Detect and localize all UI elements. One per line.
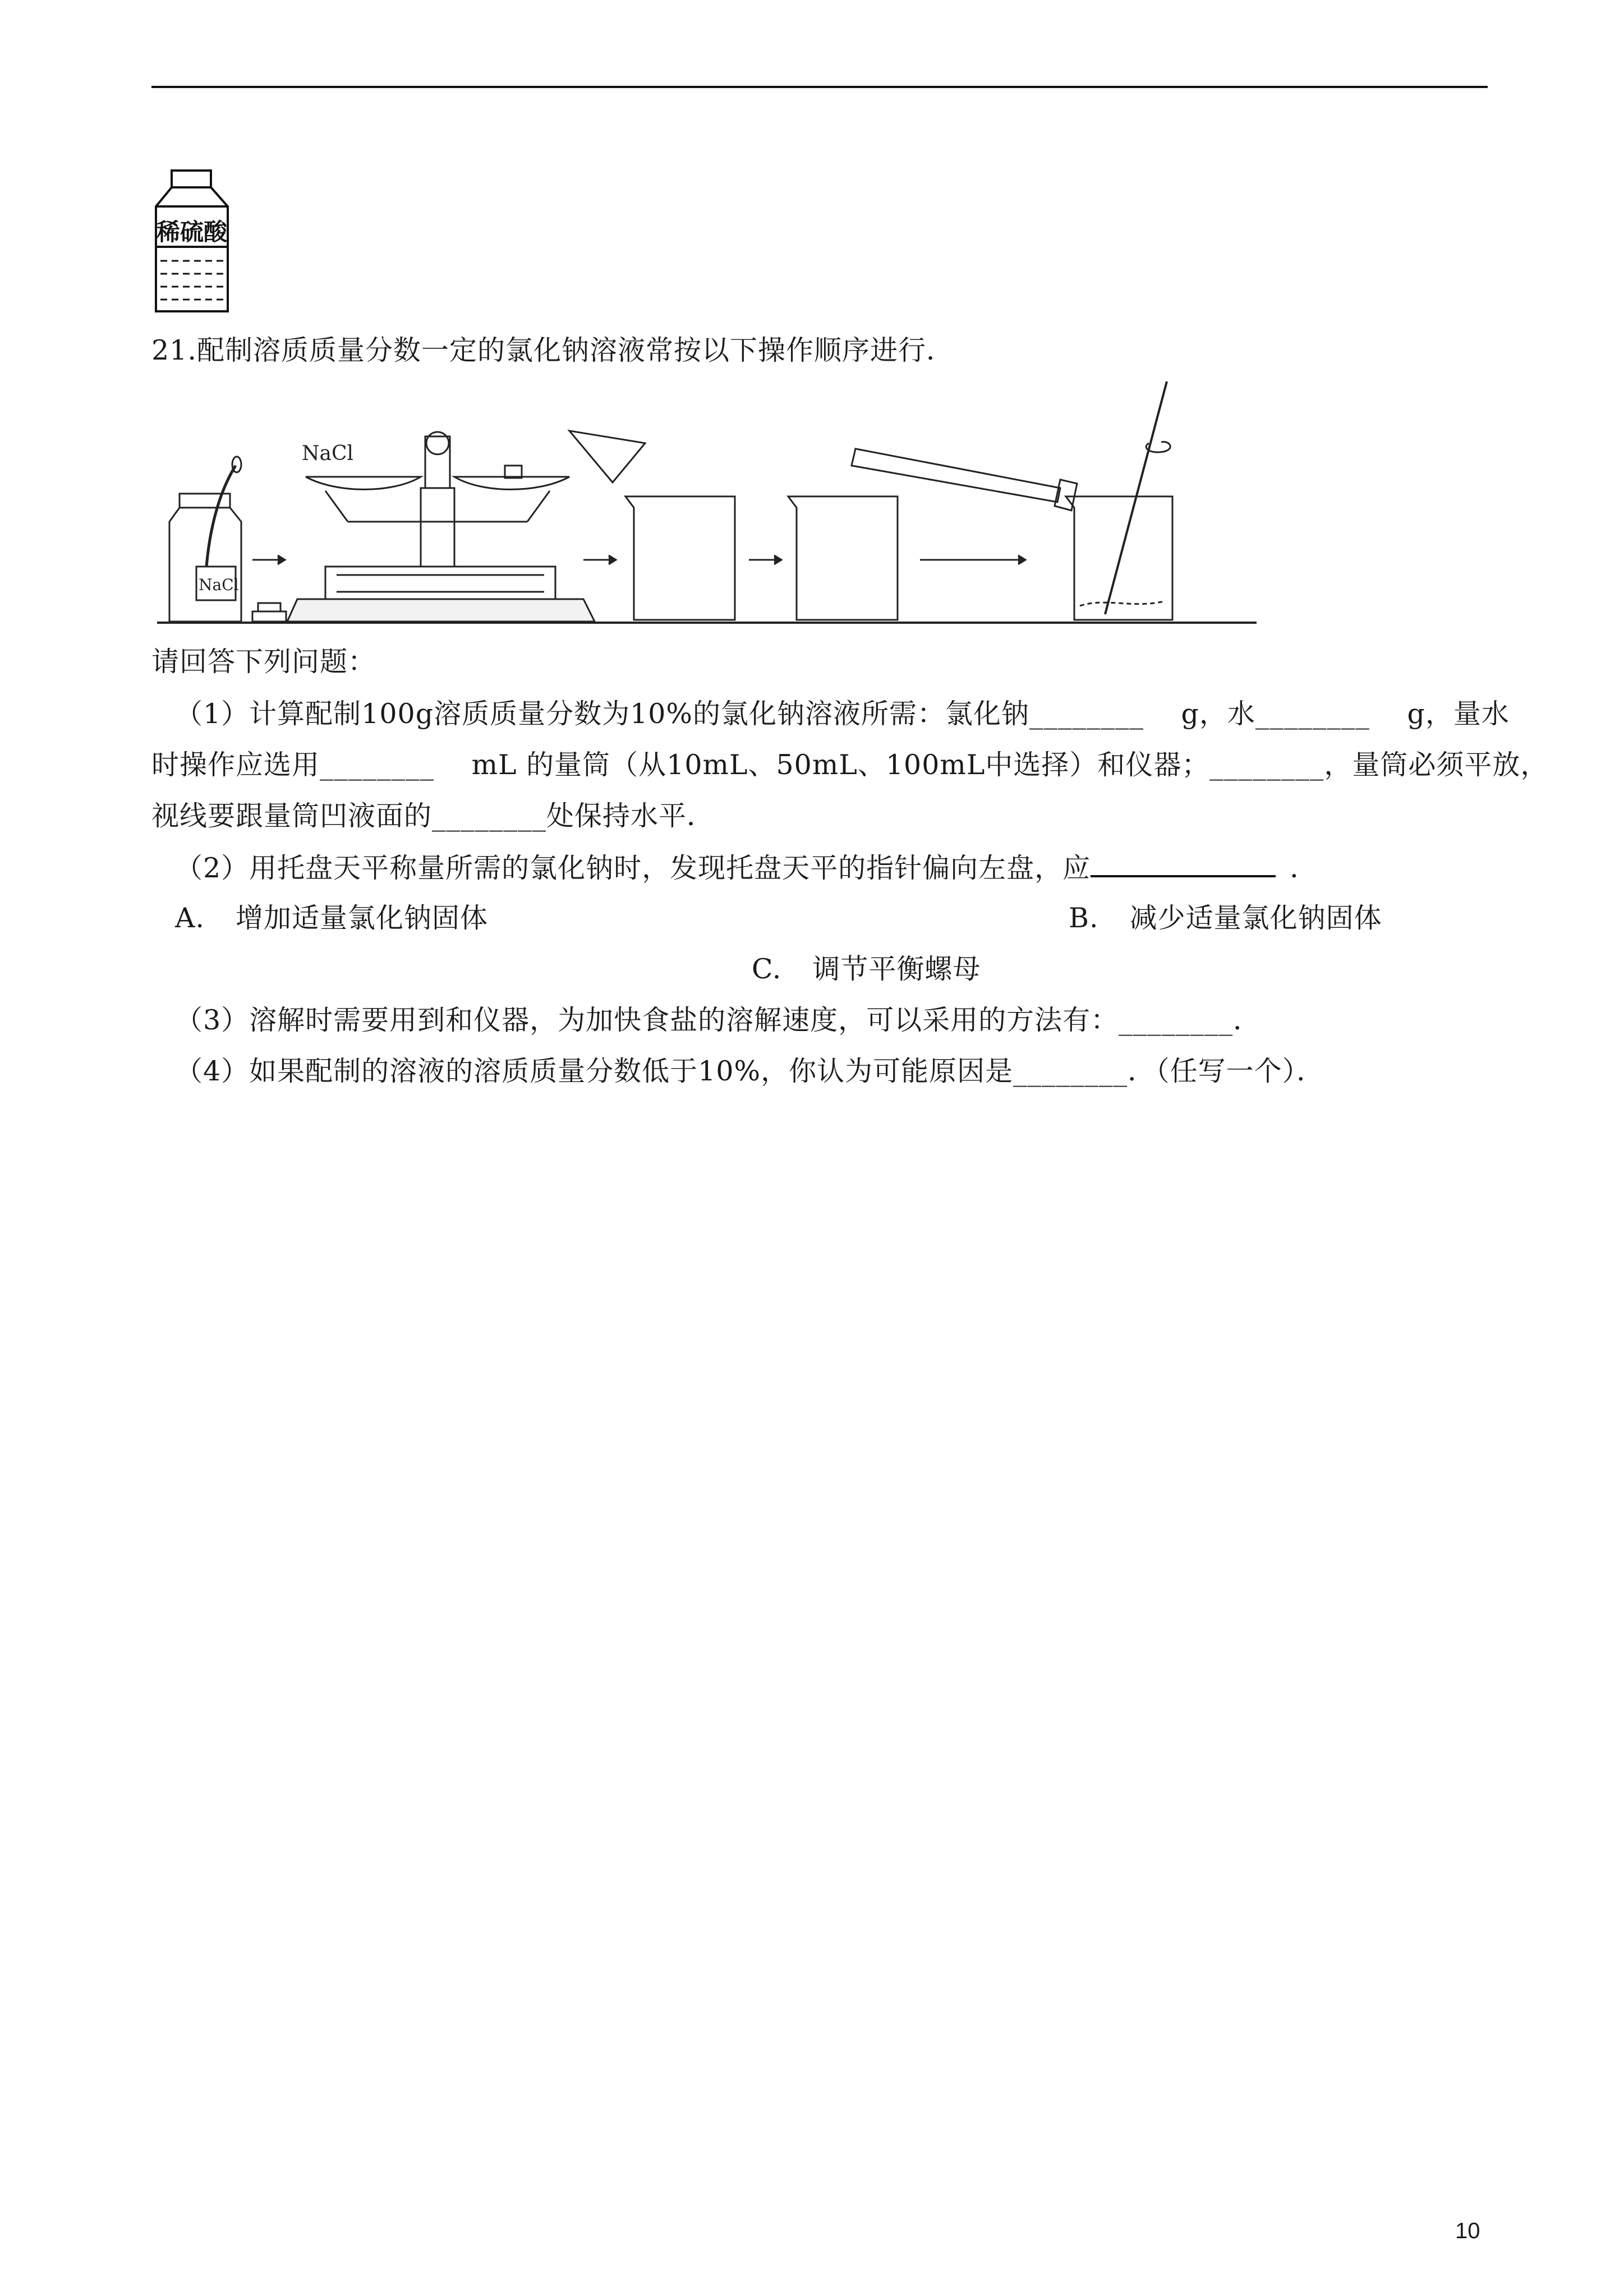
option-b-text: 减少适量氯化钠固体 bbox=[1129, 902, 1382, 934]
page-number: 10 bbox=[1455, 2219, 1480, 2243]
part2-line bbox=[175, 850, 1318, 885]
procedure-figure bbox=[157, 381, 1257, 634]
header-rule bbox=[151, 86, 1488, 88]
part2-answer-blank[interactable] bbox=[1091, 850, 1276, 877]
bottle-label: 稀硫酸 bbox=[156, 218, 228, 246]
option-c[interactable] bbox=[752, 953, 981, 986]
option-a-text: 增加适量氯化钠固体 bbox=[235, 902, 488, 934]
part3-line: （3）溶解时需要用到和仪器，为加快食盐的溶解速度，可以采用的方法有：________． bbox=[175, 1004, 1262, 1036]
part2-text: （2）用托盘天平称量所需的氯化钠时，发现托盘天平的指针偏向左盘，应 bbox=[175, 852, 1091, 884]
part4-line: （4）如果配制的溶液的溶质质量分数低于10%，你认为可能原因是________．（任写一个）． bbox=[175, 1055, 1325, 1087]
answer-prompt: 请回答下列问题： bbox=[151, 646, 376, 678]
option-b-letter: B. bbox=[1069, 902, 1099, 934]
option-a-letter: A. bbox=[175, 902, 205, 934]
question-stem bbox=[151, 334, 954, 367]
question-number: 21. bbox=[151, 334, 197, 366]
option-c-letter: C. bbox=[752, 953, 782, 985]
acid-bottle-figure bbox=[150, 168, 234, 317]
option-b[interactable] bbox=[1069, 901, 1382, 935]
part1-line3: 视线要跟量筒凹液面的________处保持水平． bbox=[151, 800, 715, 832]
option-a[interactable] bbox=[175, 901, 488, 935]
figure-jar-label: NaCl bbox=[199, 576, 239, 594]
part1-line1: （1）计算配制100g溶质质量分数为10%的氯化钠溶液所需：氯化钠________ g，水________ g，量水 bbox=[175, 698, 1510, 730]
part2-end: ． bbox=[1290, 852, 1318, 884]
figure-nacl-label: NaCl bbox=[302, 442, 354, 465]
part1-line2: 时操作应选用________ mL 的量筒（从10mL、50mL、100mL中选择）和仪器；________，量筒必须平放， bbox=[151, 749, 1549, 781]
question-stem-text: 配制溶质质量分数一定的氯化钠溶液常按以下操作顺序进行． bbox=[196, 334, 954, 366]
option-c-text: 调节平衡螺母 bbox=[812, 953, 981, 985]
